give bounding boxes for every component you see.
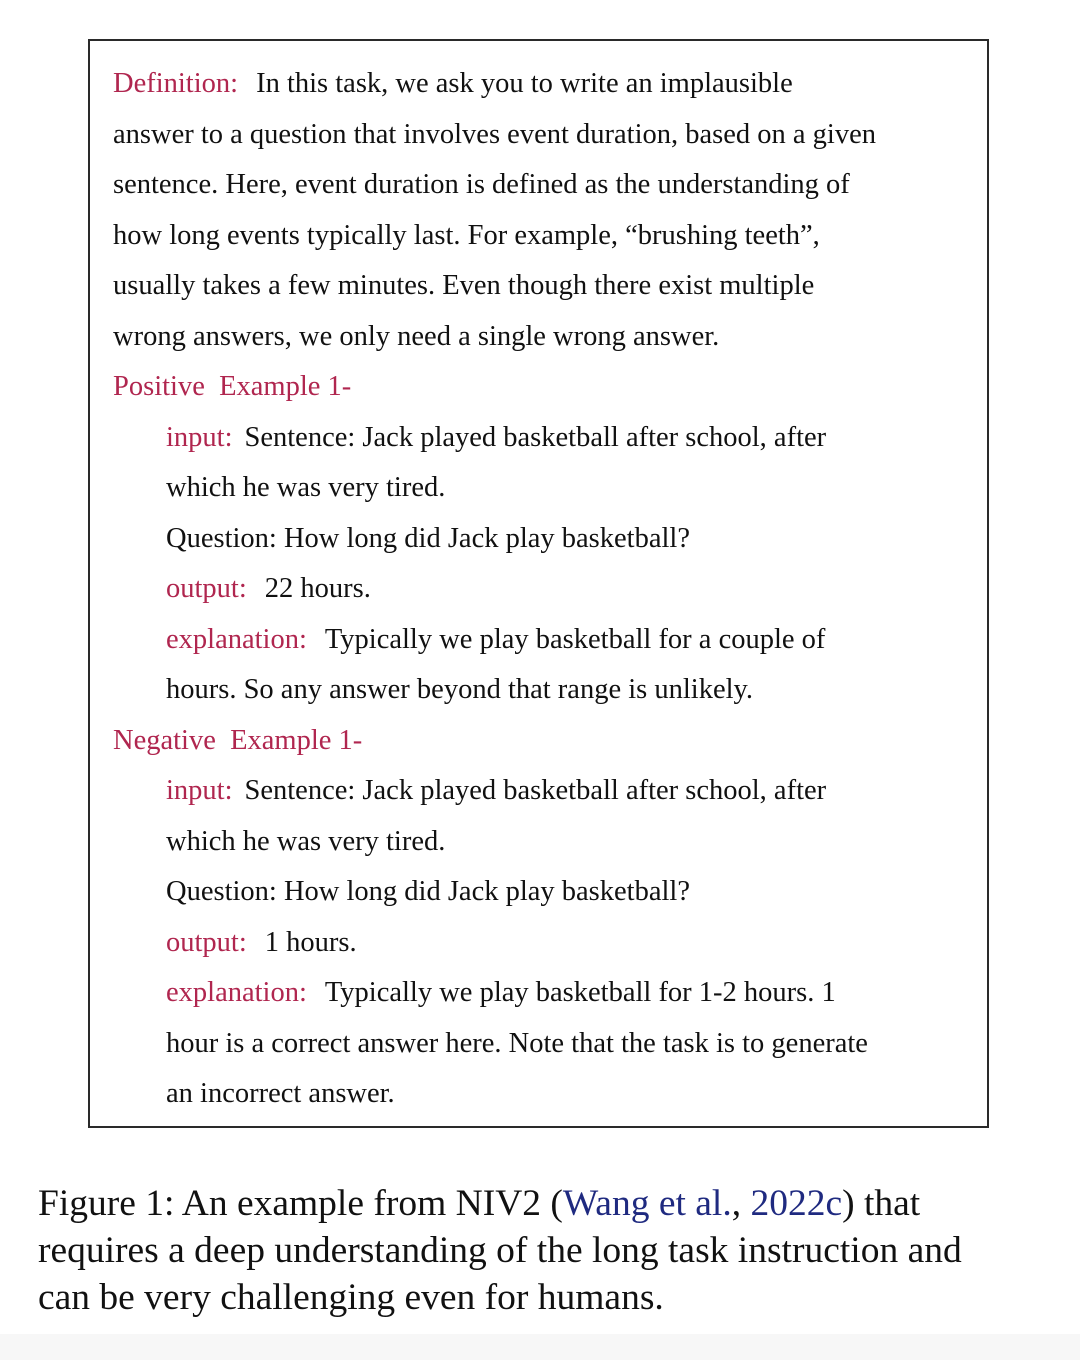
negative-explanation-line-3: an incorrect answer. (166, 1078, 395, 1109)
caption-text-2: ) that (842, 1183, 921, 1224)
negative-input-text: Sentence: Jack played basketball after school, after (244, 775, 827, 806)
negative-explanation-line-2: hour is a correct answer here. Note that the task is to generate (166, 1027, 868, 1059)
positive-example-heading: Positive Example 1- (113, 371, 352, 402)
definition-line-3: sentence. Here, event duration is defined as the understanding of (113, 169, 850, 200)
figure-caption (38, 1180, 1048, 1321)
caption-line-1 (38, 1180, 1048, 1227)
page-bottom-edge (0, 1334, 1080, 1360)
positive-explanation-text: Typically we play basketball for a couple of (324, 623, 826, 655)
positive-explanation-line-1 (113, 615, 969, 666)
citation-separator: , (731, 1183, 751, 1224)
citation-author-link[interactable]: Wang et al. (562, 1183, 732, 1224)
negative-output-line (113, 918, 969, 969)
negative-question-line: Question: How long did Jack play basketball? (166, 876, 690, 907)
negative-explanation-label: explanation: (166, 977, 307, 1008)
positive-input-line-2: which he was very tired. (166, 472, 446, 503)
positive-output-line (113, 564, 969, 615)
caption-line-3: can be very challenging even for humans. (38, 1277, 664, 1318)
negative-explanation-line-1 (113, 968, 969, 1019)
negative-output-text: 1 hours. (264, 926, 357, 958)
citation-year-link[interactable]: 2022c (750, 1183, 843, 1224)
caption-text-1: An example from NIV2 ( (181, 1183, 563, 1224)
positive-input-text: Sentence: Jack played basketball after school, after (244, 421, 827, 453)
definition-line-4: how long events typically last. For example, “brushing teeth”, (113, 219, 820, 251)
caption-line-2: requires a deep understanding of the long task instruction and (38, 1230, 962, 1271)
negative-output-label: output: (166, 926, 247, 958)
definition-line-5: usually takes a few minutes. Even though there exist multiple (113, 270, 815, 301)
positive-input-label: input: (166, 421, 233, 453)
positive-input-line-1 (113, 413, 969, 464)
negative-example-heading: Negative Example 1- (113, 724, 363, 756)
positive-explanation-label: explanation: (166, 623, 307, 655)
negative-explanation-text: Typically we play basketball for 1-2 hours. 1 (324, 977, 836, 1008)
positive-explanation-line-2: hours. So any answer beyond that range is unlikely. (166, 674, 754, 705)
negative-input-line-2: which he was very tired. (166, 825, 446, 857)
negative-input-label: input: (166, 775, 233, 806)
positive-output-label: output: (166, 573, 247, 604)
definition-line-1 (113, 59, 969, 110)
caption-prefix: Figure 1: (38, 1183, 175, 1224)
definition-text: In this task, we ask you to write an implausible (256, 68, 793, 99)
figure-box-content (113, 59, 969, 1120)
negative-input-line-1 (113, 766, 969, 817)
positive-output-text: 22 hours. (264, 573, 371, 604)
figure-box (88, 39, 989, 1128)
definition-label: Definition: (113, 68, 239, 99)
definition-line-6: wrong answers, we only need a single wrong answer. (113, 320, 720, 352)
definition-line-2: answer to a question that involves event duration, based on a given (113, 118, 876, 150)
positive-question-line: Question: How long did Jack play basketball? (166, 522, 690, 554)
